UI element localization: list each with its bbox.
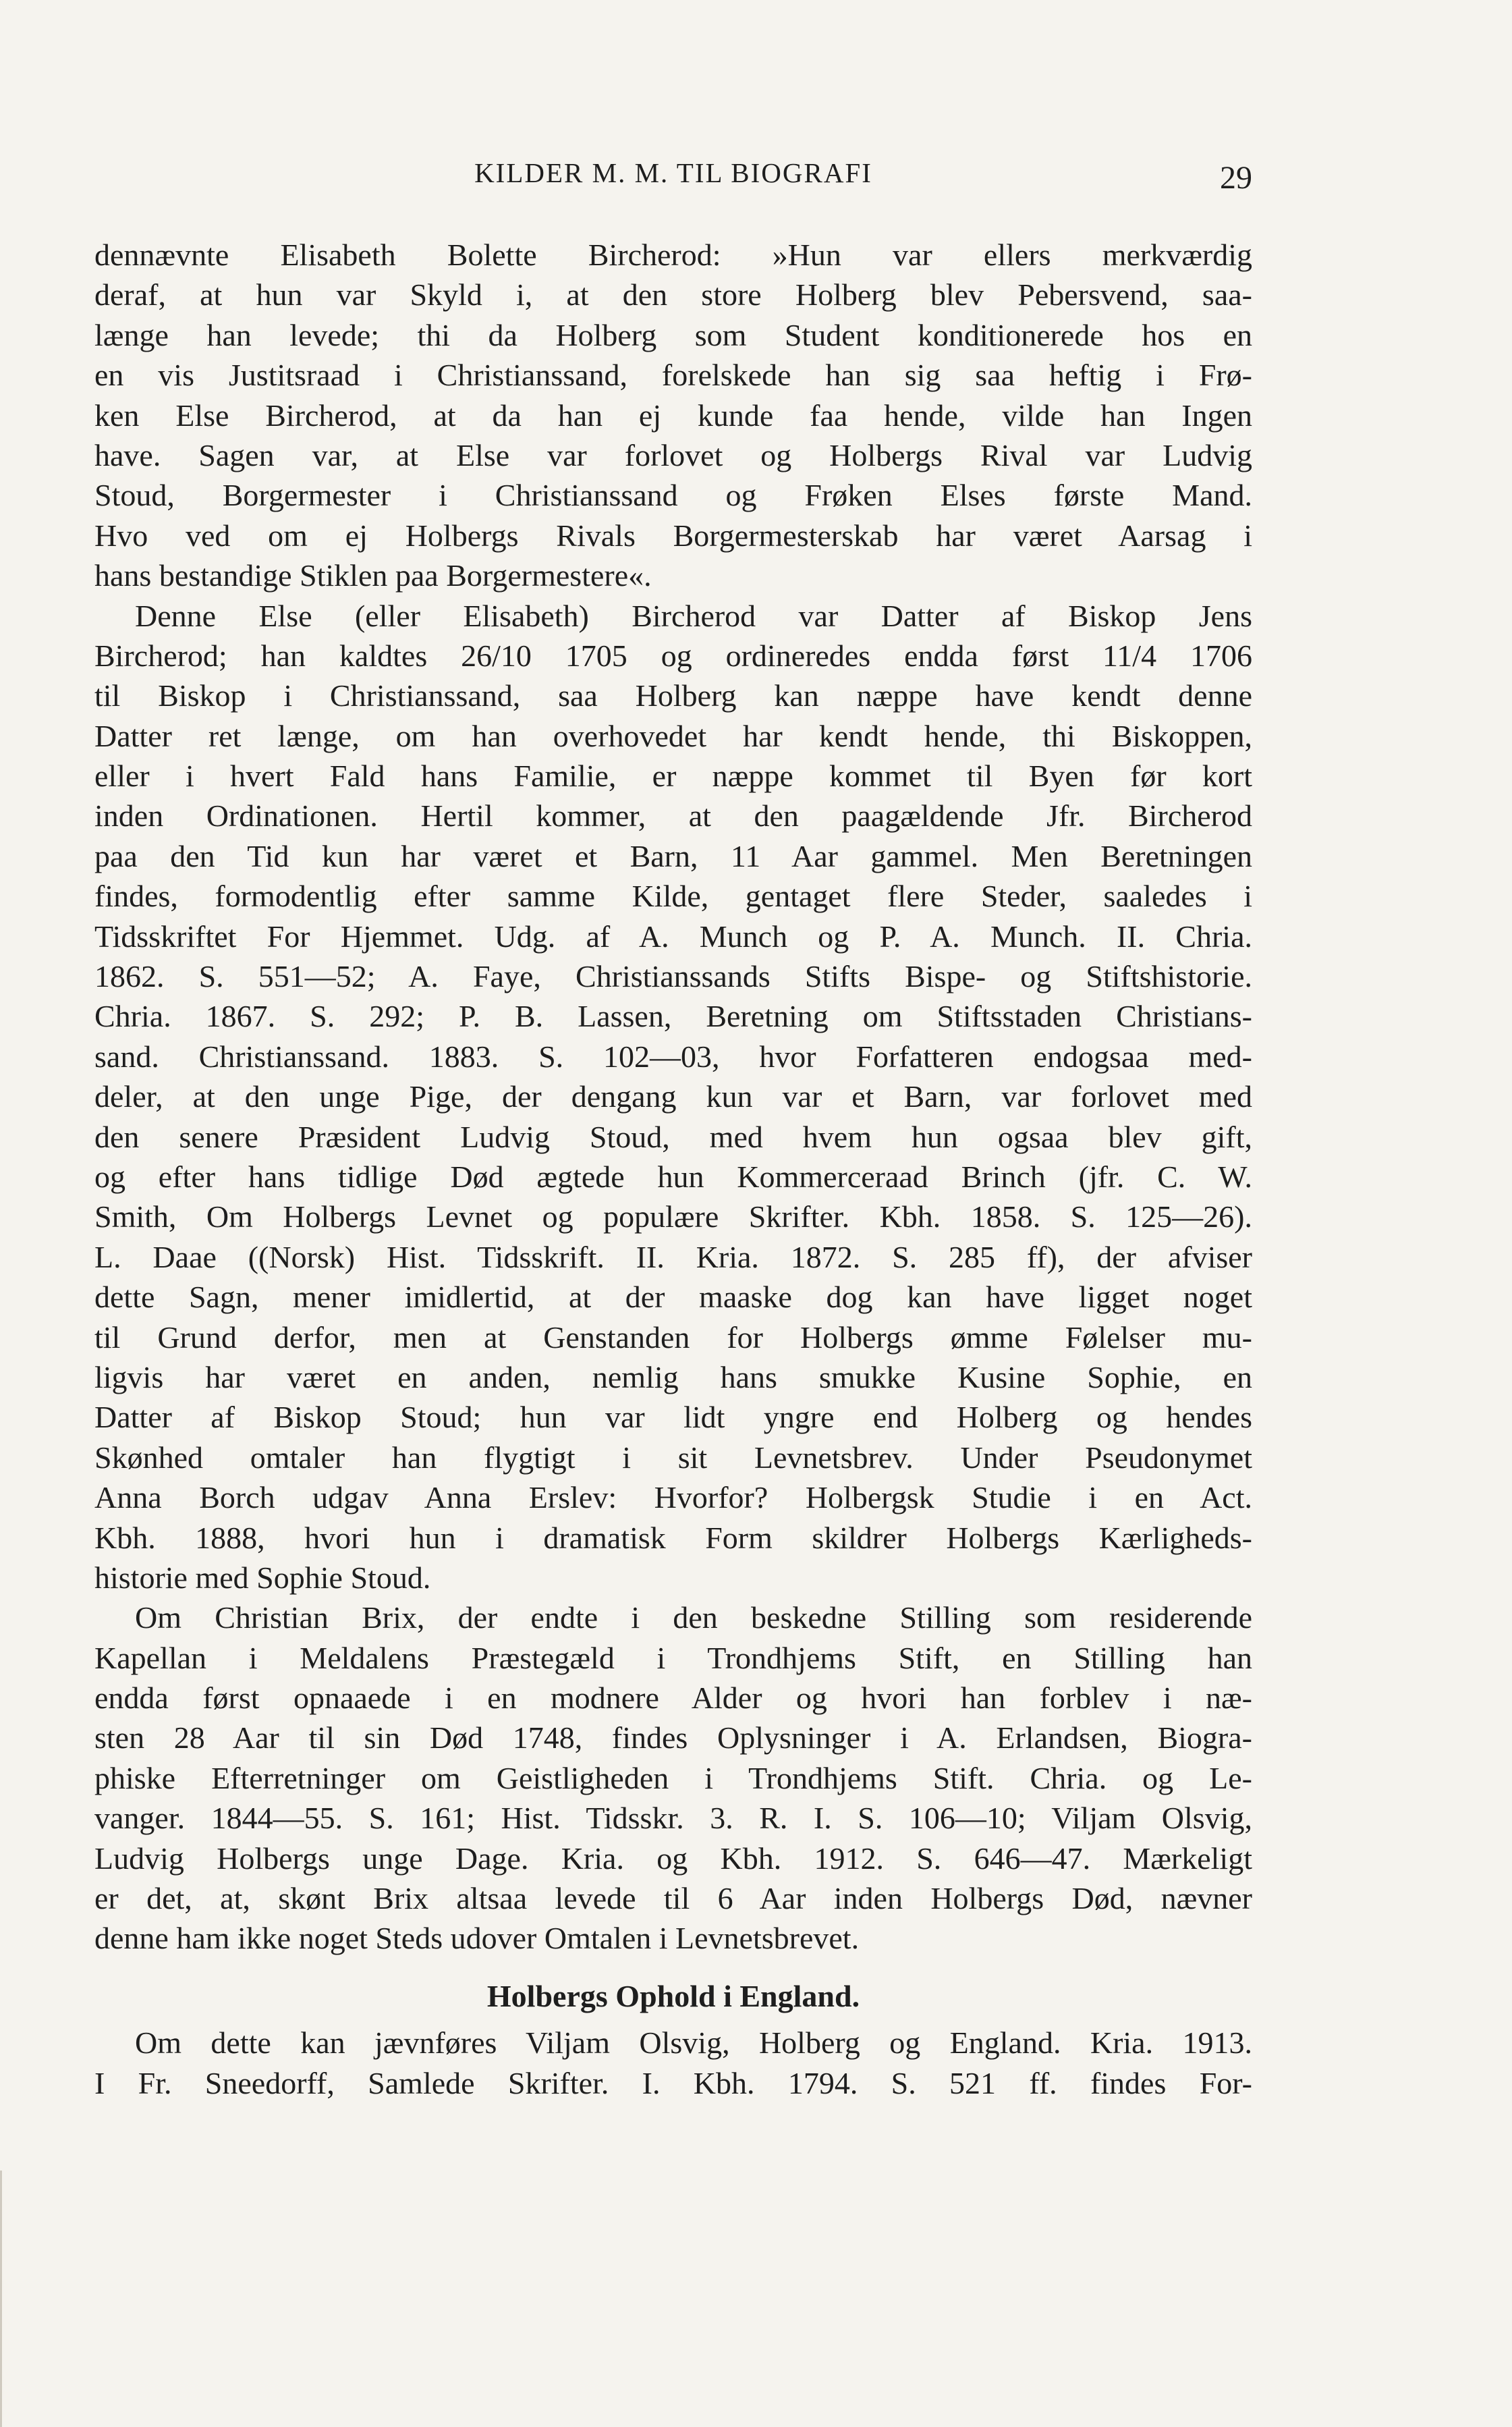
text-line: Ludvig Holbergs unge Dage. Kria. og Kbh. 1912. S. 646—47. Mærkeligt [94, 1840, 1252, 1876]
text-line: 1862. S. 551—52; A. Faye, Christianssands Stifts Bispe- og Stiftshistorie. [94, 959, 1252, 994]
text-line: sten 28 Aar til sin Død 1748, findes Oplysninger i A. Erlandsen, Biogra- [94, 1720, 1252, 1755]
text-line: og efter hans tidlige Død ægtede hun Kommerceraad Brinch (jfr. C. W. [94, 1159, 1252, 1194]
text-line: en vis Justitsraad i Christianssand, forelskede han sig saa heftig i Frø- [94, 358, 1252, 393]
text-line: Kbh. 1888, hvori hun i dramatisk Form skildrer Holbergs Kærligheds- [94, 1520, 1252, 1555]
text-line: have. Sagen var, at Else var forlovet og Holbergs Rival var Ludvig [94, 437, 1252, 472]
text-line: Bircherod; han kaldtes 26/10 1705 og ordineredes endda først 11/4 1706 [94, 638, 1252, 673]
text-line: Hvo ved om ej Holbergs Rivals Borgermesterskab har været Aarsag i [94, 518, 1252, 553]
text-line: deler, at den unge Pige, der dengang kun var et Barn, var forlovet med [94, 1079, 1252, 1114]
text-line: hans bestandige Stiklen paa Borgermestere«. [94, 558, 652, 593]
text-line: vanger. 1844—55. S. 161; Hist. Tidsskr. 3. R. I. S. 106—10; Viljam Olsvig, [94, 1801, 1252, 1836]
text-line: Kapellan i Meldalens Præstegæld i Trondhjems Stift, en Stilling han [94, 1640, 1252, 1675]
text-line: historie med Sophie Stoud. [94, 1560, 431, 1595]
text-line: Datter af Biskop Stoud; hun var lidt yngre end Holberg og hendes [94, 1400, 1252, 1435]
text-line: endda først opnaaede i en modnere Alder og hvori han forblev i næ- [94, 1681, 1252, 1716]
text-line: eller i hvert Fald hans Familie, er næppe kommet til Byen før kort [94, 759, 1252, 794]
text-line: sand. Christianssand. 1883. S. 102—03, hvor Forfatteren endogsaa med- [94, 1039, 1252, 1074]
text-line: til Biskop i Christianssand, saa Holberg kan næppe have kendt denne [94, 678, 1252, 713]
section-heading: Holbergs Ophold i England. [486, 1978, 860, 2013]
running-head: KILDER M. M. TIL BIOGRAFI [474, 157, 872, 188]
text-line: den senere Præsident Ludvig Stoud, med hvem hun ogsaa blev gift, [94, 1119, 1252, 1154]
text-line: er det, at, skønt Brix altsaa levede til 6 Aar inden Holbergs Død, nævner [94, 1881, 1252, 1916]
text-line: Skønhed omtaler han flygtigt i sit Levnetsbrev. Under Pseudonymet [94, 1440, 1252, 1475]
text-line: Denne Else (eller Elisabeth) Bircherod var Datter af Biskop Jens [135, 598, 1252, 633]
text-line: dette Sagn, mener imidlertid, at der maaske dog kan have ligget noget [94, 1280, 1252, 1315]
text-line: paa den Tid kun har været et Barn, 11 Aar gammel. Men Beretningen [94, 838, 1252, 873]
text-line: til Grund derfor, men at Genstanden for Holbergs ømme Følelser mu- [94, 1319, 1252, 1355]
text-line: Smith, Om Holbergs Levnet og populære Skrifter. Kbh. 1858. S. 125—26). [94, 1199, 1252, 1234]
text-line: længe han levede; thi da Holberg som Student konditionerede hos en [94, 317, 1252, 352]
text-line: Stoud, Borgermester i Christianssand og Frøken Elses første Mand. [94, 478, 1252, 513]
page-number: 29 [1220, 160, 1252, 196]
text-line: inden Ordinationen. Hertil kommer, at den paagældende Jfr. Bircherod [94, 798, 1252, 834]
text-line: phiske Efterretninger om Geistligheden i Trondhjems Stift. Chria. og Le- [94, 1760, 1252, 1795]
text-line: dennævnte Elisabeth Bolette Bircherod: »Hun var ellers merkværdig [94, 238, 1252, 272]
text-line: Chria. 1867. S. 292; P. B. Lassen, Beretning om Stiftsstaden Christians- [94, 999, 1252, 1034]
text-line: deraf, at hun var Skyld i, at den store Holberg blev Pebersvend, saa- [94, 277, 1252, 312]
text-line: Om dette kan jævnføres Viljam Olsvig, Holberg og England. Kria. 1913. [135, 2025, 1252, 2061]
page-header [94, 157, 1252, 197]
page-edge [0, 2171, 2, 2427]
text-line: Datter ret længe, om han overhovedet har kendt hende, thi Biskoppen, [94, 718, 1252, 753]
text-line: findes, formodentlig efter samme Kilde, gentaget flere Steder, saaledes i [94, 879, 1252, 914]
body-text [94, 235, 1252, 2103]
text-line: Tidsskriftet For Hjemmet. Udg. af A. Munch og P. A. Munch. II. Chria. [94, 919, 1252, 954]
text-line: ligvis har været en anden, nemlig hans smukke Kusine Sophie, en [94, 1359, 1252, 1394]
text-line: Anna Borch udgav Anna Erslev: Hvorfor? Holbergsk Studie i en Act. [94, 1480, 1252, 1515]
text-line: Om Christian Brix, der endte i den beskedne Stilling som residerende [135, 1600, 1252, 1635]
text-line: I Fr. Sneedorff, Samlede Skrifter. I. Kbh. 1794. S. 521 ff. findes For- [94, 2065, 1252, 2100]
text-line: L. Daae ((Norsk) Hist. Tidsskrift. II. Kria. 1872. S. 285 ff), der afviser [94, 1239, 1252, 1274]
text-line: ken Else Bircherod, at da han ej kunde faa hende, vilde han Ingen [94, 398, 1252, 433]
text-line: denne ham ikke noget Steds udover Omtalen i Levnetsbrevet. [94, 1921, 860, 1956]
